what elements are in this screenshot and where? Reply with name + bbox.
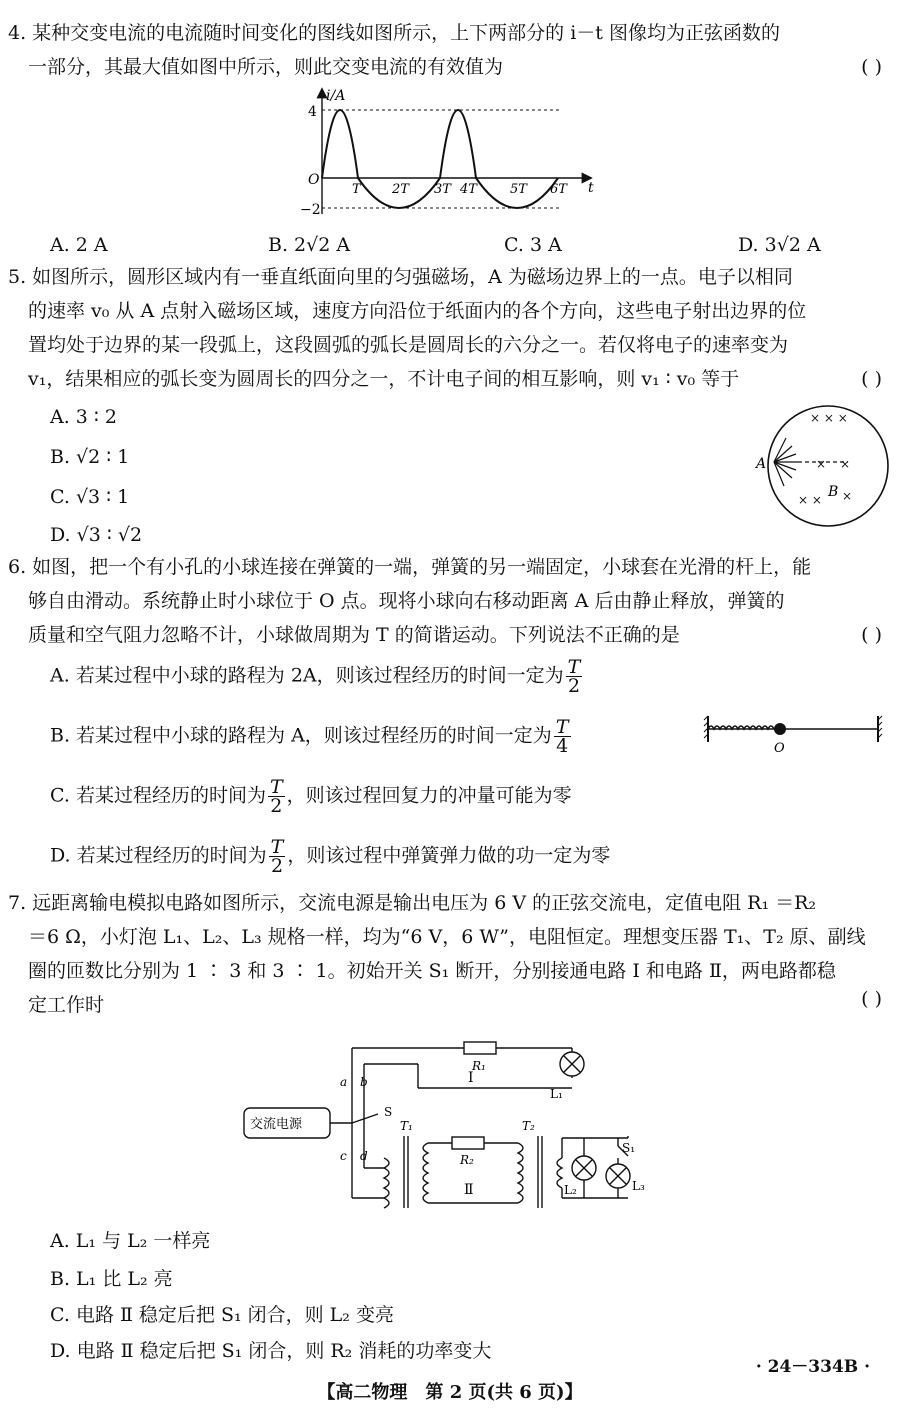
q4-answer-paren: ( ): [861, 56, 882, 78]
q7-label-l3: L₃: [632, 1179, 645, 1193]
q7-source-label: 交流电源: [250, 1117, 303, 1132]
q4-tick-4: 4T: [460, 182, 477, 197]
svg-text:× ×: × ×: [798, 493, 822, 507]
q5-answer-paren: ( ): [861, 368, 882, 390]
q5-option-a: A. 3 ∶ 2: [50, 406, 118, 428]
q6-spring-figure: [700, 712, 890, 762]
q6-option-d-text: D. 若某过程经历的时间为: [50, 844, 267, 867]
paper-code: · 24－334B ·: [755, 1357, 870, 1377]
q7-option-a: A. L₁ 与 L₂ 一样亮: [50, 1230, 211, 1252]
q5-line-2: 的速率 v₀ 从 A 点射入磁场区域，速度方向沿位于纸面内的各个方向，这些电子射出边界的位: [28, 300, 807, 322]
svg-text:×: ×: [842, 489, 853, 503]
q7-option-c: C. 电路 Ⅱ 稳定后把 S₁ 闭合，则 L₂ 变亮: [50, 1304, 394, 1326]
q4-y-bottom: −2: [300, 202, 321, 218]
q6-answer-paren: ( ): [861, 624, 882, 646]
q7-line-1: 7. 远距离输电模拟电路如图所示，交流电源是输出电压为 6 V 的正弦交流电，定值电阻 R₁ ＝R₂: [8, 892, 817, 914]
q6-option-b-fraction: $\frac{T}{4}$: [555, 716, 569, 757]
svg-text:×: ×: [816, 457, 827, 471]
q6-option-b: [50, 718, 573, 755]
q7-label-a: a: [340, 1075, 348, 1089]
q4-y-top: 4: [308, 104, 317, 120]
q5-point-b: B: [828, 484, 839, 500]
q7-label-loop2: Ⅱ: [464, 1182, 474, 1198]
q4-line-2: 一部分，其最大值如图中所示，则此交变电流的有效值为: [28, 56, 504, 78]
q6-option-c-text: C. 若某过程经历的时间为: [50, 784, 266, 807]
q7-label-c: c: [340, 1149, 347, 1163]
q7-label-loop1: Ⅰ: [468, 1070, 474, 1086]
q7-label-s1: S₁: [622, 1141, 636, 1155]
q7-label-s: S: [384, 1105, 393, 1119]
q6-line-2: 够自由滑动。系统静止时小球位于 O 点。现将小球向右移动距离 A 后由静止释放，弹簧的: [28, 590, 785, 612]
q7-line-4: 定工作时: [28, 994, 105, 1016]
q4-option-b: B. 2√2 A: [268, 234, 351, 256]
q7-label-r2: R₂: [460, 1153, 474, 1167]
q7-option-d: D. 电路 Ⅱ 稳定后把 S₁ 闭合，则 R₂ 消耗的功率变大: [50, 1340, 492, 1362]
q7-label-d: d: [360, 1149, 368, 1163]
q4-option-a: A. 2 A: [50, 234, 108, 256]
svg-text:×: ×: [840, 457, 851, 471]
q7-option-b: B. L₁ 比 L₂ 亮: [50, 1268, 173, 1290]
q5-line-3: 置均处于边界的某一段弧上，这段圆弧的弧长是圆周长的六分之一。若仅将电子的速率变为: [28, 334, 789, 356]
q4-tick-2: 2T: [392, 182, 409, 197]
q6-line-1: 6. 如图，把一个有小孔的小球连接在弹簧的一端，弹簧的另一端固定，小球套在光滑的杆上，能: [8, 556, 812, 578]
q7-line-2: ＝6 Ω，小灯泡 L₁、L₂、L₃ 规格一样，均为“6 V，6 W”，电阻恒定。理想变压器 T₁、T₂ 原、副线: [28, 926, 866, 948]
q7-circuit-diagram: [238, 1018, 668, 1218]
q6-option-a-fraction: $\frac{T}{2}$: [567, 656, 581, 697]
q4-line-1: 4. 某种交变电流的电流随时间变化的图线如图所示，上下两部分的 i－t 图像均为正弦函数的: [8, 22, 780, 44]
q4-option-d: D. 3√2 A: [738, 234, 821, 256]
q4-tick-6: 6T: [550, 182, 567, 197]
q5-option-c: C. √3 ∶ 1: [50, 486, 130, 508]
q4-origin: O: [308, 172, 320, 188]
q7-label-l2: L₂: [564, 1183, 577, 1197]
q6-option-d-fraction: $\frac{T}{2}$: [270, 836, 284, 877]
q6-point-o: O: [774, 741, 785, 756]
q6-option-a: [50, 658, 584, 695]
svg-text:× × ×: × × ×: [810, 411, 848, 425]
q4-tick-1: T: [352, 182, 361, 197]
q4-current-graph: [300, 84, 600, 224]
q4-tick-3: 3T: [434, 182, 451, 197]
q6-option-a-text: A. 若某过程中小球的路程为 2A，则该过程经历的时间一定为: [50, 664, 564, 687]
q7-label-t1: T₁: [400, 1119, 413, 1133]
q4-ylabel: i/A: [326, 88, 346, 104]
q7-label-l1: L₁: [550, 1087, 563, 1101]
q5-point-a: A: [756, 456, 767, 472]
q4-xlabel: t: [588, 180, 594, 196]
q7-label-r1: R₁: [472, 1059, 486, 1073]
q6-option-c-fraction: $\frac{T}{2}$: [269, 776, 283, 817]
q6-option-c: [50, 778, 572, 815]
q5-option-b: B. √2 ∶ 1: [50, 446, 130, 468]
q6-option-b-text: B. 若某过程中小球的路程为 A，则该过程经历的时间一定为: [50, 724, 552, 747]
q5-line-1: 5. 如图所示，圆形区域内有一垂直纸面向里的匀强磁场，A 为磁场边界上的一点。电子以相同: [8, 266, 793, 288]
page-footer: 【高二物理 第 2 页(共 6 页)】: [317, 1382, 583, 1403]
q6-option-c-after: ，则该过程回复力的冲量可能为零: [286, 784, 572, 807]
q4-option-c: C. 3 A: [504, 234, 562, 256]
q5-line-4: v₁，结果相应的弧长变为圆周长的四分之一，不计电子间的相互影响，则 v₁ ∶ v₀ 等于: [28, 368, 740, 390]
q6-line-3: 质量和空气阻力忽略不计，小球做周期为 T 的简谐运动。下列说法不正确的是: [28, 624, 680, 646]
q5-option-d: D. √3 ∶ √2: [50, 524, 143, 546]
q6-option-d-after: ，则该过程中弹簧弹力做的功一定为零: [287, 844, 611, 867]
q7-line-3: 圈的匝数比分别为 1 ∶ 3 和 3 ∶ 1。初始开关 S₁ 断开，分别接通电路 Ⅰ 和电路 Ⅱ，两电路都稳: [28, 960, 836, 982]
q5-magnetic-field-figure: [752, 400, 892, 540]
q7-label-b: b: [360, 1075, 368, 1089]
q7-label-t2: T₂: [522, 1119, 535, 1133]
q6-option-d: [50, 838, 610, 875]
q4-tick-5: 5T: [510, 182, 527, 197]
q7-answer-paren: ( ): [861, 988, 882, 1010]
